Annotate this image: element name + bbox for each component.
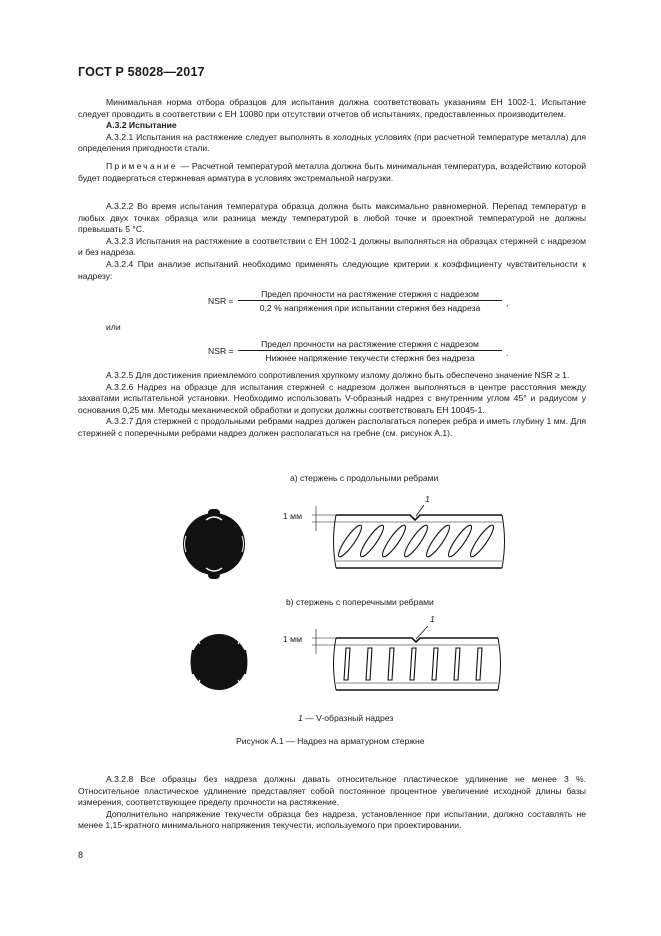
figure-caption: Рисунок А.1 — Надрез на арматурном стержне (236, 736, 425, 746)
formula1-numerator: Предел прочности на растяжение стержня с надрезом (238, 289, 502, 301)
bar-longitudinal-ribs (312, 505, 505, 568)
legend-number: 1 (298, 713, 303, 723)
cross-section-longitudinal-ribs (183, 509, 245, 579)
figure-label-a: а) стержень с продольными ребрами (290, 473, 439, 483)
bar-transverse-ribs (312, 626, 501, 690)
figure-label-b: b) стержень с поперечными ребрами (286, 597, 434, 607)
note-label: Примечание (106, 160, 178, 171)
callout-number-b: 1 (430, 614, 435, 624)
paragraph-a322: А.3.2.2 Во время испытания температура образца должна быть максимально равномерной. Перепад температур в любых двух точках образца или разница между температурой в любой точке и проектной температурой не должны превышать 5 °С. (78, 201, 586, 235)
paragraph-a321: А.3.2.1 Испытания на растяжение следует выполнять в холодных условиях (при расчетной температуре металла) для определения пригодности стали. (78, 131, 586, 154)
dimension-label-b: 1 мм (283, 634, 302, 644)
note-text: — Расчетной температурой металла должна быть минимальная температура, воздействию которой будет подвергаться стержневая арматура в условиях экстремальной нагрузки. (78, 160, 586, 183)
dimension-label-a: 1 мм (283, 511, 302, 521)
cross-section-transverse-ribs (191, 634, 247, 690)
paragraph-a324: А.3.2.4 При анализе испытаний необходимо применять следующие критерии к коэффициенту чувствительности к надрезу: (78, 258, 586, 281)
formula1-tail: , (506, 298, 509, 308)
legend-text: — V-образный надрез (302, 713, 394, 723)
paragraph-a323: А.3.2.3 Испытания на растяжение в соответствии с ЕН 1002-1 должны выполняться на образцах стержней с надрезом и без надреза. (78, 235, 586, 258)
paragraph-a328: А.3.2.8 Все образцы без надреза должны давать относительное пластическое удлинение не менее 3 %. Относительное пластическое удлинение представляет собой постоянное процентное увеличение исходной длины базы измерения, соответствующее пределу прочности на растяжение. (78, 774, 586, 808)
paragraph-yield: Дополнительно напряжение текучести образца без надреза, установленное при испытании, должно составлять не менее 1,15-кратного минимального напряжения текучести, используемого при проектировании. (78, 808, 586, 831)
figure-legend (298, 713, 393, 723)
paragraph-a325: А.3.2.5 Для достижения приемлемого сопротивления хрупкому излому должно быть обеспечено значение NSR ≥ 1. (106, 370, 570, 380)
formula2-numerator: Предел прочности на растяжение стержня с надрезом (238, 339, 502, 351)
document-header: ГОСТ Р 58028—2017 (78, 65, 205, 79)
formula2-lhs: NSR = (208, 346, 234, 356)
text-block-elongation (78, 774, 586, 832)
formula1-denominator: 0,2 % напряжения при испытании стержня без надреза (259, 303, 481, 313)
page-number: 8 (78, 850, 84, 860)
paragraph-a327: А.3.2.7 Для стержней с продольными ребрами надрез должен располагаться поперек ребра и иметь глубину 1 мм. Для стержней с поперечными ребрами надрез должен располагаться на гребне (см. рисунок А.1). (78, 416, 586, 438)
formula2-denominator: Нижнее напряжение текучести стержня без надреза (265, 353, 475, 363)
callout-number-a: 1 (425, 494, 430, 504)
paragraph-sampling: Минимальная норма отбора образцов для испытания должна соответствовать указаниям ЕН 1002-1. Испытание следует проводить в соответствии с ЕН 10080 при отсутствии отчетов об испытаниях, предоставленных производителем. (78, 97, 586, 119)
paragraph-a326: А.3.2.6 Надрез на образце для испытания стержней с надрезом должен выполняться в центре расстояния между захватами испытательной установки. Необходимо использовать V-образный надрез с внутренним углом 45° и радиусом у основания 0,25 мм. Методы механической обработки и допуски должны соответствовать ЕН 10045-1. (78, 381, 586, 415)
formula1-lhs: NSR = (208, 296, 234, 306)
formula2-tail: . (506, 348, 509, 358)
or-text: или (106, 322, 121, 332)
section-heading-testing: А.3.2 Испытание (106, 120, 177, 131)
